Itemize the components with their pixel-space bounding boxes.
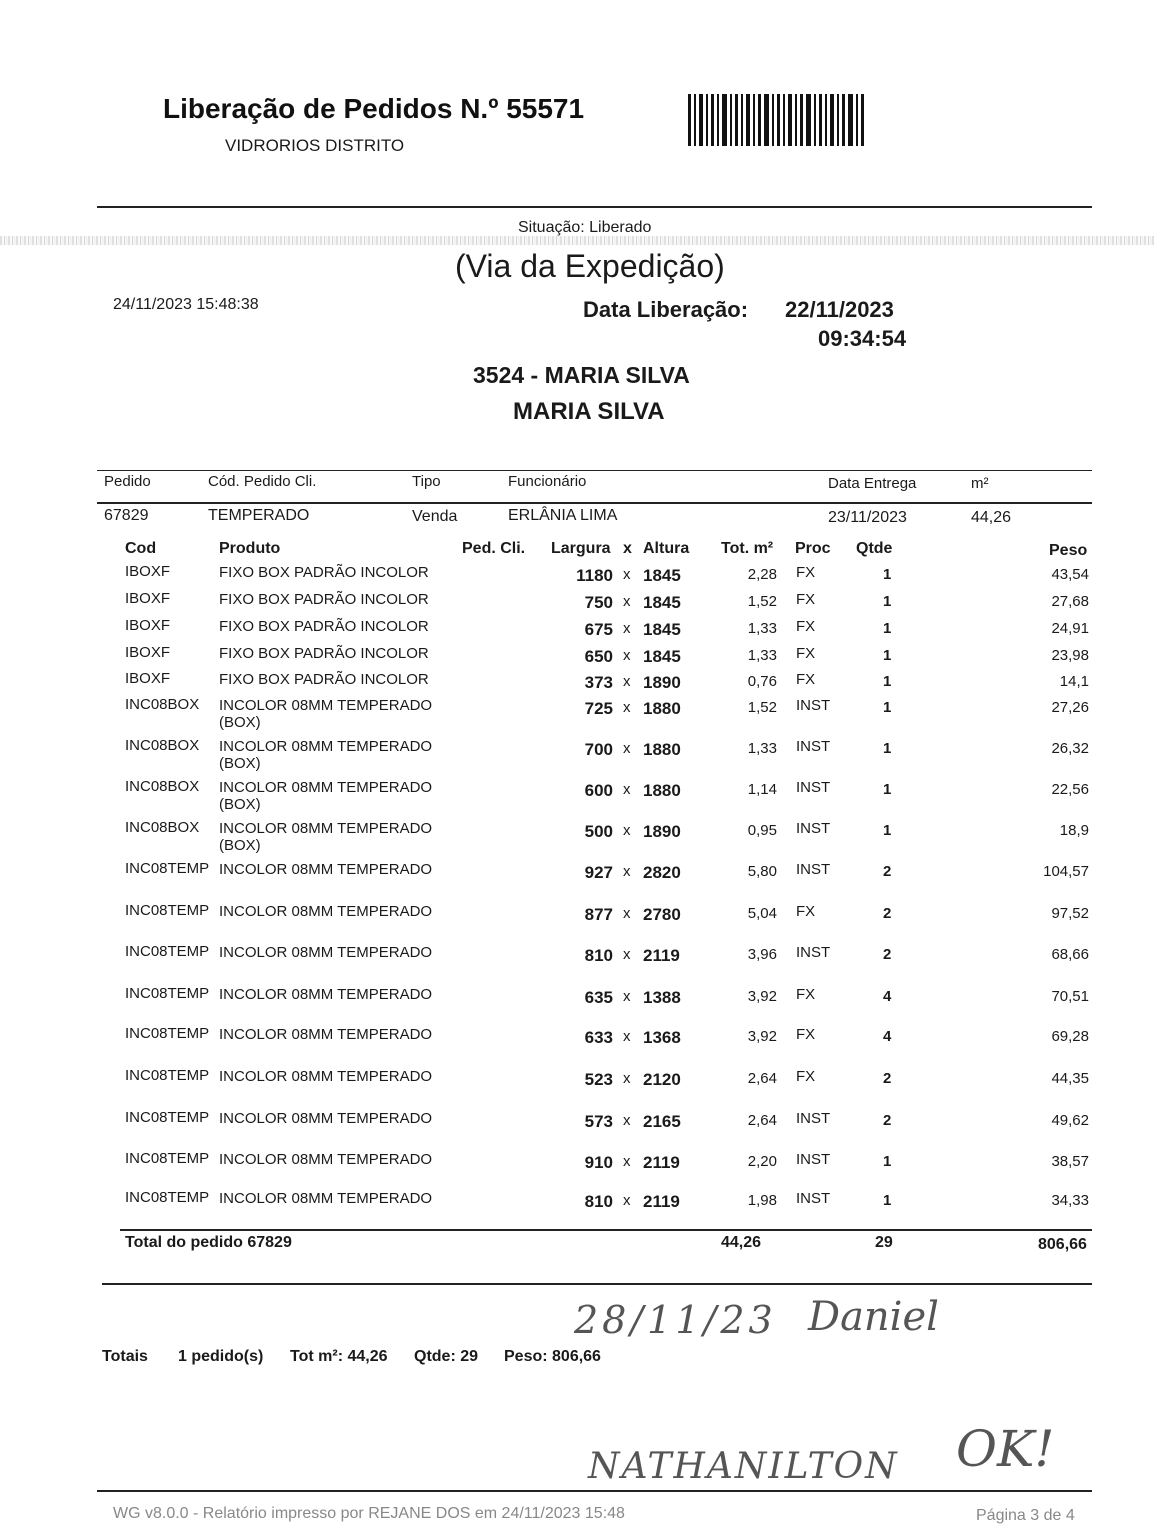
item-qtde: 4 (883, 1028, 892, 1045)
handwritten-driver-signature: NATHANILTON (588, 1446, 899, 1487)
item-tot-m2: 3,96 (747, 946, 777, 963)
items-col-altura: Altura (643, 540, 690, 557)
table-row (0, 1110, 1154, 1150)
item-proc: FX (796, 1026, 816, 1043)
item-x: x (623, 1028, 631, 1045)
item-peso: 18,9 (1059, 822, 1089, 839)
item-tot-m2: 1,33 (747, 740, 777, 757)
items-col-ped-cli: Ped. Cli. (462, 540, 526, 557)
item-produto: INCOLOR 08MM TEMPERADO (219, 1151, 433, 1168)
item-tot-m2: 2,20 (747, 1153, 777, 1170)
item-produto: INCOLOR 08MM TEMPERADO (BOX) (219, 738, 433, 772)
item-x: x (623, 740, 631, 757)
item-tot-m2: 1,33 (747, 620, 777, 637)
item-peso: 43,54 (1051, 566, 1089, 583)
item-largura: 810 (584, 1192, 613, 1211)
item-peso: 68,66 (1051, 946, 1089, 963)
table-row (0, 986, 1154, 1026)
scan-artifact-band (0, 236, 1154, 245)
item-tot-m2: 5,80 (747, 863, 777, 880)
item-proc: INST (796, 1151, 831, 1168)
item-x: x (623, 822, 631, 839)
item-proc: FX (796, 591, 816, 608)
item-proc: FX (796, 986, 816, 1003)
item-produto: FIXO BOX PADRÃO INCOLOR (219, 618, 429, 635)
item-tot-m2: 1,14 (747, 781, 777, 798)
item-cod: INC08BOX (125, 819, 200, 836)
item-qtde: 2 (883, 1070, 892, 1087)
order-col-cod-pedido-cli: Cód. Pedido Cli. (208, 473, 317, 490)
item-proc: FX (796, 1068, 816, 1085)
item-altura: 2165 (643, 1112, 681, 1131)
item-x: x (623, 781, 631, 798)
item-peso: 70,51 (1051, 988, 1089, 1005)
order-total-qtde: 29 (875, 1234, 893, 1251)
item-qtde: 4 (883, 988, 892, 1005)
grand-totals-pedidos: 1 pedido(s) (178, 1348, 264, 1365)
item-largura: 910 (584, 1153, 613, 1172)
item-x: x (623, 620, 631, 637)
item-largura: 573 (584, 1112, 613, 1131)
item-peso: 27,26 (1051, 699, 1089, 716)
status-label: Situação: Liberado (518, 219, 652, 236)
item-tot-m2: 2,28 (747, 566, 777, 583)
item-proc: FX (796, 564, 816, 581)
item-peso: 23,98 (1051, 647, 1089, 664)
order-m2: 44,26 (971, 509, 1012, 526)
item-cod: INC08TEMP (125, 860, 210, 877)
item-altura: 1845 (643, 593, 681, 612)
footer-divider (97, 1490, 1092, 1492)
item-produto: FIXO BOX PADRÃO INCOLOR (219, 671, 429, 688)
item-altura: 2119 (643, 946, 680, 965)
items-col-proc: Proc (795, 540, 831, 557)
item-altura: 1890 (643, 822, 681, 841)
item-proc: INST (796, 1110, 831, 1127)
item-peso: 22,56 (1051, 781, 1089, 798)
item-largura: 523 (584, 1070, 613, 1089)
release-time: 09:34:54 (818, 326, 907, 351)
order-cod-pedido-cli: TEMPERADO (208, 507, 310, 524)
client-code-name: 3524 - MARIA SILVA (473, 362, 690, 388)
item-qtde: 1 (883, 699, 892, 716)
item-qtde: 1 (883, 620, 892, 637)
barcode (688, 94, 864, 146)
order-pedido: 67829 (104, 507, 149, 524)
item-x: x (623, 988, 631, 1005)
item-tot-m2: 3,92 (747, 988, 777, 1005)
totals-divider (102, 1283, 1092, 1285)
item-largura: 700 (584, 740, 613, 759)
order-header-top-rule (97, 470, 1092, 471)
item-tot-m2: 1,98 (747, 1192, 777, 1209)
item-produto: INCOLOR 08MM TEMPERADO (219, 1068, 433, 1085)
order-total-rule (120, 1229, 1092, 1231)
item-cod: INC08TEMP (125, 1067, 210, 1084)
item-produto: INCOLOR 08MM TEMPERADO (219, 986, 433, 1003)
order-total-peso: 806,66 (1038, 1236, 1087, 1253)
grand-totals-m2: Tot m²: 44,26 (290, 1348, 388, 1365)
item-largura: 1180 (576, 566, 613, 585)
page-number: Página 3 de 4 (976, 1507, 1075, 1524)
item-tot-m2: 5,04 (747, 905, 777, 922)
item-largura: 750 (584, 593, 613, 612)
item-peso: 24,91 (1051, 620, 1089, 637)
item-produto: INCOLOR 08MM TEMPERADO (219, 1026, 433, 1043)
items-col-peso: Peso (1049, 542, 1088, 559)
item-cod: INC08TEMP (125, 1189, 210, 1206)
item-qtde: 1 (883, 647, 892, 664)
order-tipo: Venda (412, 508, 458, 525)
order-col-data-entrega: Data Entrega (828, 475, 917, 492)
items-col-cod: Cod (125, 540, 157, 557)
item-produto: INCOLOR 08MM TEMPERADO (BOX) (219, 697, 433, 731)
item-altura: 2820 (643, 863, 681, 882)
item-cod: IBOXF (125, 590, 171, 607)
item-produto: INCOLOR 08MM TEMPERADO (219, 861, 433, 878)
item-x: x (623, 699, 631, 716)
item-x: x (623, 946, 631, 963)
item-proc: INST (796, 697, 831, 714)
item-produto: FIXO BOX PADRÃO INCOLOR (219, 645, 429, 662)
item-x: x (623, 1192, 631, 1209)
release-date: 22/11/2023 (785, 297, 894, 322)
item-tot-m2: 1,52 (747, 593, 777, 610)
table-row (0, 1026, 1154, 1066)
item-produto: INCOLOR 08MM TEMPERADO (219, 1190, 433, 1207)
item-cod: INC08BOX (125, 778, 200, 795)
footer-printed-by: WG v8.0.0 - Relatório impresso por REJANE DOS em 24/11/2023 15:48 (113, 1505, 625, 1522)
item-x: x (623, 593, 631, 610)
item-tot-m2: 2,64 (747, 1070, 777, 1087)
release-date-label: Data Liberação: (583, 297, 749, 322)
item-largura: 500 (584, 822, 613, 841)
table-row (0, 820, 1154, 860)
item-cod: INC08BOX (125, 696, 200, 713)
order-total-label: Total do pedido 67829 (125, 1234, 292, 1251)
item-proc: FX (796, 645, 816, 662)
item-tot-m2: 0,76 (747, 673, 777, 690)
printed-datetime: 24/11/2023 15:48:38 (113, 296, 259, 313)
item-altura: 1845 (643, 566, 681, 585)
table-row (0, 1068, 1154, 1108)
handwritten-signature: Daniel (808, 1294, 939, 1340)
item-x: x (623, 566, 631, 583)
item-largura: 877 (584, 905, 613, 924)
item-qtde: 1 (883, 740, 892, 757)
item-cod: INC08TEMP (125, 1150, 210, 1167)
item-largura: 600 (584, 781, 613, 800)
item-tot-m2: 1,52 (747, 699, 777, 716)
item-altura: 1880 (643, 699, 681, 718)
item-altura: 2780 (643, 905, 681, 924)
item-altura: 1880 (643, 781, 681, 800)
table-row (0, 1151, 1154, 1191)
item-produto: INCOLOR 08MM TEMPERADO (219, 1110, 433, 1127)
item-proc: FX (796, 671, 816, 688)
item-qtde: 1 (883, 593, 892, 610)
item-qtde: 2 (883, 863, 892, 880)
table-row (0, 738, 1154, 778)
order-col-funcionario: Funcionário (508, 473, 587, 490)
item-peso: 26,32 (1051, 740, 1089, 757)
item-largura: 650 (584, 647, 613, 666)
table-row (0, 944, 1154, 984)
copy-type-label: (Via da Expedição) (455, 248, 725, 284)
grand-totals-qtde: Qtde: 29 (414, 1348, 479, 1365)
item-qtde: 1 (883, 781, 892, 798)
item-produto: FIXO BOX PADRÃO INCOLOR (219, 564, 429, 581)
item-proc: FX (796, 903, 816, 920)
item-largura: 633 (584, 1028, 613, 1047)
item-cod: INC08TEMP (125, 985, 210, 1002)
item-peso: 69,28 (1051, 1028, 1089, 1045)
item-largura: 810 (584, 946, 613, 965)
item-cod: IBOXF (125, 563, 171, 580)
item-proc: INST (796, 1190, 831, 1207)
item-produto: INCOLOR 08MM TEMPERADO (219, 903, 433, 920)
item-altura: 2119 (643, 1192, 680, 1211)
order-col-tipo: Tipo (412, 473, 441, 490)
item-cod: INC08TEMP (125, 902, 210, 919)
header-divider (97, 206, 1092, 208)
items-col-produto: Produto (219, 540, 281, 557)
grand-totals-peso: Peso: 806,66 (504, 1348, 601, 1365)
order-header-bottom-rule (97, 502, 1092, 504)
item-altura: 2119 (643, 1153, 680, 1172)
item-cod: INC08TEMP (125, 1025, 210, 1042)
item-altura: 1845 (643, 620, 681, 639)
item-produto: INCOLOR 08MM TEMPERADO (BOX) (219, 779, 433, 813)
item-cod: INC08TEMP (125, 1109, 210, 1126)
table-row (0, 861, 1154, 901)
item-peso: 49,62 (1051, 1112, 1089, 1129)
item-tot-m2: 0,95 (747, 822, 777, 839)
handwritten-ok: OK! (956, 1420, 1055, 1478)
item-peso: 38,57 (1051, 1153, 1089, 1170)
table-row (0, 697, 1154, 737)
item-x: x (623, 673, 631, 690)
item-proc: FX (796, 618, 816, 635)
item-qtde: 2 (883, 1112, 892, 1129)
item-peso: 14,1 (1059, 673, 1089, 690)
item-altura: 1890 (643, 673, 681, 692)
item-x: x (623, 863, 631, 880)
items-col-x: x (623, 540, 632, 557)
item-produto: FIXO BOX PADRÃO INCOLOR (219, 591, 429, 608)
item-peso: 104,57 (1043, 863, 1089, 880)
item-altura: 1880 (643, 740, 681, 759)
item-peso: 27,68 (1051, 593, 1089, 610)
item-largura: 373 (584, 673, 613, 692)
item-qtde: 1 (883, 673, 892, 690)
item-tot-m2: 1,33 (747, 647, 777, 664)
item-x: x (623, 1070, 631, 1087)
items-col-largura: Largura (551, 540, 611, 557)
item-cod: INC08TEMP (125, 943, 210, 960)
item-largura: 725 (584, 699, 613, 718)
item-qtde: 1 (883, 1192, 892, 1209)
item-cod: IBOXF (125, 670, 171, 687)
item-cod: IBOXF (125, 617, 171, 634)
order-col-pedido: Pedido (104, 473, 151, 490)
item-peso: 34,33 (1051, 1192, 1089, 1209)
order-total-m2: 44,26 (721, 1234, 762, 1251)
item-cod: INC08BOX (125, 737, 200, 754)
table-row (0, 779, 1154, 819)
item-proc: INST (796, 944, 831, 961)
item-tot-m2: 3,92 (747, 1028, 777, 1045)
item-qtde: 1 (883, 822, 892, 839)
items-col-tot-m2: Tot. m² (721, 540, 774, 557)
item-x: x (623, 647, 631, 664)
grand-totals-label: Totais (102, 1348, 148, 1365)
item-proc: INST (796, 820, 831, 837)
item-qtde: 1 (883, 1153, 892, 1170)
item-altura: 1845 (643, 647, 681, 666)
document-title: Liberação de Pedidos N.º 55571 (163, 93, 585, 124)
order-col-m2: m² (971, 475, 989, 492)
table-row (0, 1190, 1154, 1230)
item-x: x (623, 1153, 631, 1170)
item-peso: 97,52 (1051, 905, 1089, 922)
item-produto: INCOLOR 08MM TEMPERADO (BOX) (219, 820, 433, 854)
item-largura: 635 (584, 988, 613, 1007)
item-qtde: 2 (883, 946, 892, 963)
item-peso: 44,35 (1051, 1070, 1089, 1087)
item-largura: 675 (584, 620, 613, 639)
items-col-qtde: Qtde (856, 540, 893, 557)
item-proc: INST (796, 738, 831, 755)
item-qtde: 2 (883, 905, 892, 922)
order-funcionario: ERLÂNIA LIMA (508, 507, 618, 524)
client-name: MARIA SILVA (513, 398, 665, 425)
item-x: x (623, 1112, 631, 1129)
item-altura: 1388 (643, 988, 681, 1007)
handwritten-date: 28/11/23 (574, 1298, 777, 1342)
item-altura: 1368 (643, 1028, 681, 1047)
item-proc: INST (796, 861, 831, 878)
item-tot-m2: 2,64 (747, 1112, 777, 1129)
item-proc: INST (796, 779, 831, 796)
table-row (0, 903, 1154, 943)
company-name: VIDRORIOS DISTRITO (225, 136, 405, 155)
item-largura: 927 (584, 863, 613, 882)
item-qtde: 1 (883, 566, 892, 583)
item-x: x (623, 905, 631, 922)
item-altura: 2120 (643, 1070, 681, 1089)
item-cod: IBOXF (125, 644, 171, 661)
item-produto: INCOLOR 08MM TEMPERADO (219, 944, 433, 961)
order-data-entrega: 23/11/2023 (828, 509, 907, 526)
